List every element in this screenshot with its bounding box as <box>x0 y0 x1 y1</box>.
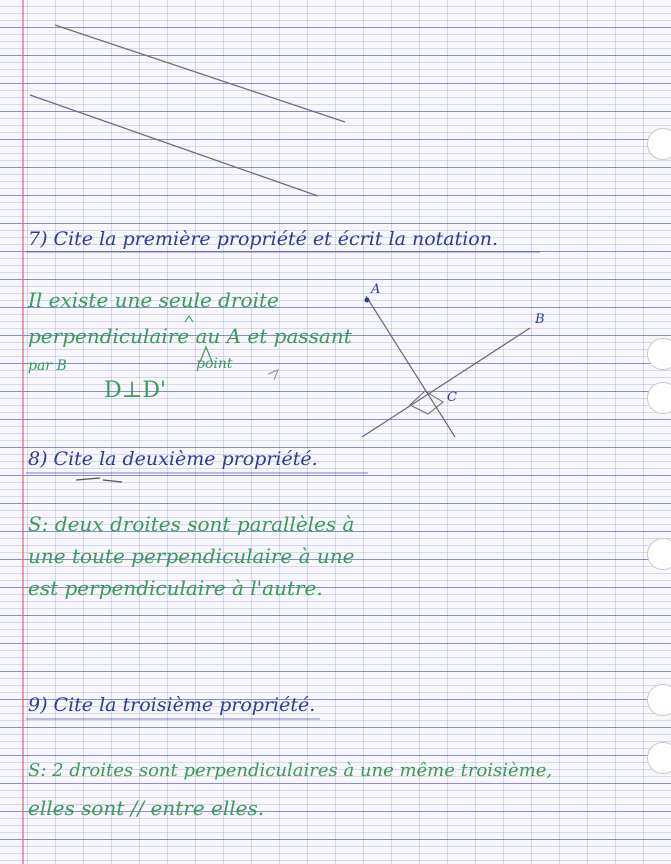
question-7-prompt: 7) Cite la première propriété et écrit la notation. <box>28 228 499 250</box>
question-9-answer-line: elles sont // entre elles. <box>28 796 265 820</box>
question-9-answer-line: S: 2 droites sont perpendiculaires à une même troisième, <box>28 760 553 781</box>
figure-label-c: C <box>447 390 457 405</box>
question-8-answer-line: S: deux droites sont parallèles à <box>28 512 355 536</box>
notation: D⊥D' <box>104 378 167 403</box>
perpendicular-line-ac <box>366 296 455 437</box>
pencil-line <box>30 95 318 196</box>
pencil-mark <box>268 370 278 380</box>
question-7-answer-line: par B <box>28 358 67 374</box>
point-a-dot <box>365 298 370 303</box>
insertion-note: point <box>196 356 233 372</box>
pencil-line <box>55 25 345 122</box>
question-7-answer-line: perpendiculaire au A et passant <box>28 324 352 348</box>
accent-caret <box>185 316 193 322</box>
question-8-prompt: 8) Cite la deuxième propriété. <box>28 448 318 470</box>
question-9-prompt: 9) Cite la troisième propriété. <box>28 694 316 716</box>
pencil-mark <box>76 478 122 482</box>
question-8-answer-line: est perpendiculaire à l'autre. <box>28 576 323 600</box>
question-7-answer-line: Il existe une seule droite <box>28 288 279 312</box>
perpendicular-line-bc <box>362 328 530 437</box>
figure-label-a: A <box>371 282 381 297</box>
question-8-answer-line: une toute perpendiculaire à une <box>28 544 355 568</box>
figure-label-b: B <box>535 312 545 327</box>
